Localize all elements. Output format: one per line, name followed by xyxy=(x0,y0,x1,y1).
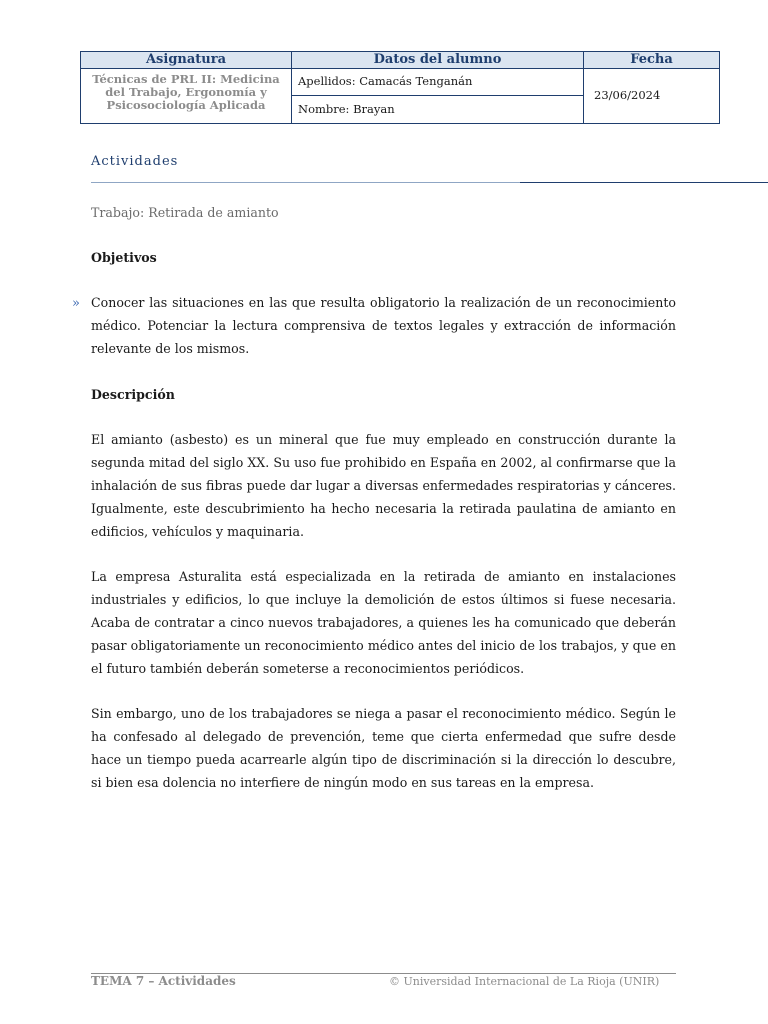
section-divider xyxy=(91,182,521,183)
section-title: Actividades xyxy=(91,154,179,169)
asignatura-line: Técnicas de PRL II: Medicina xyxy=(92,72,280,86)
trabajo-subtitle: Trabajo: Retirada de amianto xyxy=(91,205,279,220)
header-table xyxy=(80,51,720,124)
header-col-fecha: Fecha xyxy=(584,52,719,69)
footer-copyright: © Universidad Internacional de La Rioja (UNIR) xyxy=(389,975,660,988)
descripcion-paragraph-1: El amianto (asbesto) es un mineral que fue muy empleado en construcción durante la segunda mitad del siglo XX. Su uso fue prohibido en España en 2002, al confirmarse que la inhalación de sus fibras puede dar lugar a diversas enfermedades respiratorias y cánceres. Igualmente, este descubrimiento ha hecho necesaria la retirada paulatina de amianto en edificios, vehículos y maquinaria. xyxy=(91,432,676,539)
objetivos-text: Conocer las situaciones en las que resulta obligatorio la realización de un reconocimiento médico. Potenciar la lectura comprensiva de textos legales y extracción de información relevante de los mismos. xyxy=(91,295,676,356)
footer-topic: TEMA 7 – Actividades xyxy=(91,974,236,988)
descripcion-heading: Descripción xyxy=(91,387,175,402)
asignatura-cell xyxy=(81,69,292,123)
objetivos-heading: Objetivos xyxy=(91,250,157,265)
apellidos-cell: Apellidos: Camacás Tenganán xyxy=(292,69,584,96)
nombre-cell: Nombre: Brayan xyxy=(292,96,584,123)
descripcion-paragraph-2: La empresa Asturalita está especializada en la retirada de amianto en instalaciones industriales y edificios, lo que incluye la demolición de estos últimos si fuese necesaria. Acaba de contratar a cinco nuevos trabajadores, a quienes les ha comunicado que deberán pasar obligatoriamente un reconocimiento médico antes del inicio de los trabajos, y que en el futuro también deberán someterse a reconocimientos periódicos. xyxy=(91,569,676,676)
section-divider-accent xyxy=(520,182,768,183)
asignatura-line: del Trabajo, Ergonomía y xyxy=(105,85,267,99)
header-col-asignatura: Asignatura xyxy=(81,52,292,69)
bullet-chevron-icon: » xyxy=(72,296,80,311)
descripcion-paragraph-3: Sin embargo, uno de los trabajadores se niega a pasar el reconocimiento médico. Según le ha confesado al delegado de prevención, teme que cierta enfermedad que sufre desde hace un tiempo pueda acarrearle algún tipo de discriminación si la dirección lo descubre, si bien esa dolencia no interfiere de ningún modo en sus tareas en la empresa. xyxy=(91,706,676,790)
asignatura-line: Psicosociología Aplicada xyxy=(106,98,266,112)
header-col-datos: Datos del alumno xyxy=(292,52,584,69)
fecha-cell: 23/06/2024 xyxy=(594,88,661,102)
